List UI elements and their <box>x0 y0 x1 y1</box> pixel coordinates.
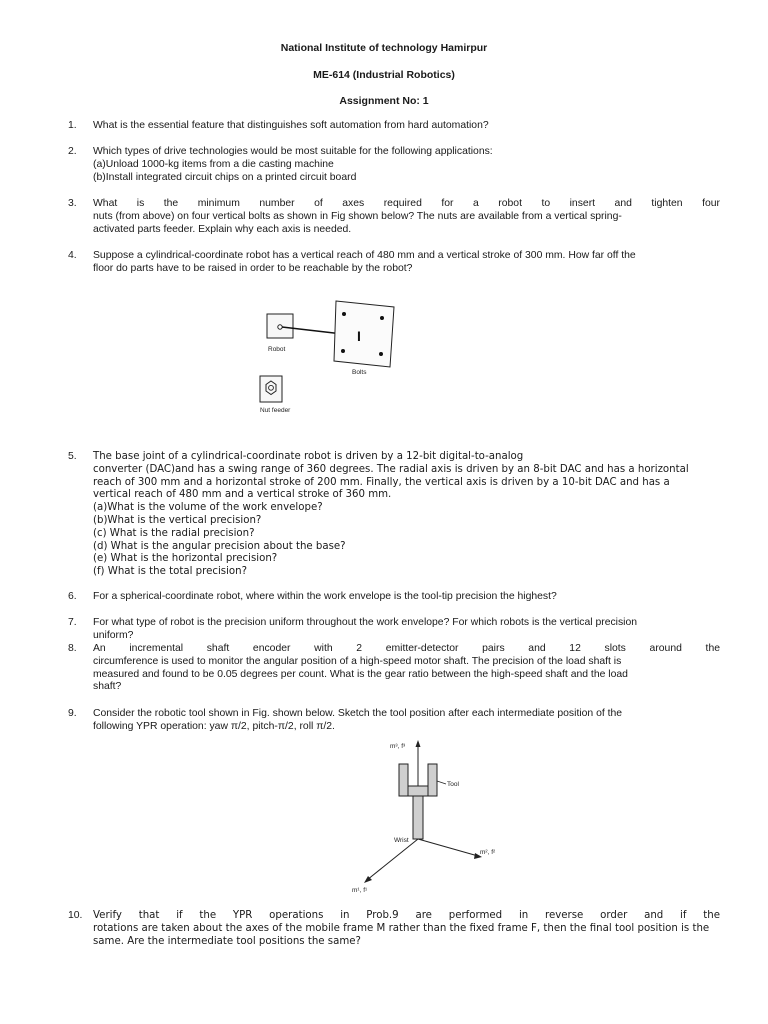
question-number: 1. <box>68 120 77 131</box>
question-text: Suppose a cylindrical-coordinate robot has a vertical reach of 480 mm and a vertical stroke of 300 mm. How far off the <box>93 250 636 261</box>
arm-mark: I <box>357 328 361 344</box>
question-text: (c) What is the radial precision? <box>93 527 255 539</box>
question-7 <box>68 617 720 643</box>
question-text: Which types of drive technologies would be most suitable for the following applications: <box>93 146 493 157</box>
question-text: What is the minimum number of axes required for a robot to insert and tighten four <box>93 198 720 209</box>
question-text: shaft? <box>93 681 122 693</box>
question-number: 8. <box>68 643 77 654</box>
question-number: 3. <box>68 198 77 209</box>
question-number: 4. <box>68 250 77 261</box>
question-9 <box>68 708 720 734</box>
axis-right-label: m², f² <box>480 849 496 856</box>
axis-down-label: m¹, f¹ <box>352 887 368 894</box>
question-text: nuts (from above) on four vertical bolts as shown in Fig shown below? The nuts are available from a vertical spring- <box>93 210 622 222</box>
question-text: (b)Install integrated circuit chips on a printed circuit board <box>93 171 357 183</box>
question-text: (b)What is the vertical precision? <box>93 514 262 526</box>
question-number: 2. <box>68 146 77 157</box>
nut-feeder-label: Nut feeder <box>260 407 291 414</box>
question-4 <box>68 250 720 276</box>
question-text: Consider the robotic tool shown in Fig. shown below. Sketch the tool position after each intermediate position of the <box>93 708 623 719</box>
course-title: ME-614 (Industrial Robotics) <box>313 69 455 81</box>
question-text: measured and found to be 0.05 degrees per count. What is the gear ratio between the high-speed shaft and the load <box>93 668 628 680</box>
robot-label: Robot <box>268 346 286 353</box>
question-3 <box>68 198 720 236</box>
question-6 <box>68 591 720 604</box>
question-text: activated parts feeder. Explain why each axis is needed. <box>93 223 352 235</box>
wrist-label: Wrist <box>394 837 409 844</box>
question-text: following YPR operation: yaw π/2, pitch-π/2, roll π/2. <box>93 720 335 732</box>
question-text: converter (DAC)and has a swing range of 360 degrees. The radial axis is driven by an 8-bit DAC and has a horizontal <box>93 463 689 475</box>
question-number: 5. <box>68 451 77 462</box>
question-text: rotations are taken about the axes of the mobile frame M rather than the fixed frame F, then the final tool position is the <box>93 922 710 934</box>
tool-label: Tool <box>447 781 459 788</box>
question-text: uniform? <box>93 629 134 641</box>
question-text: (d) What is the angular precision about the base? <box>93 540 346 552</box>
axis-up-label: m³, f³ <box>390 743 406 750</box>
institute-title: National Institute of technology Hamirpur <box>280 42 488 54</box>
question-text: (f) What is the total precision? <box>93 566 248 578</box>
figure-robot-bolts <box>256 296 442 422</box>
question-text: (e) What is the horizontal precision? <box>93 553 278 565</box>
question-text: For a spherical-coordinate robot, where within the work envelope is the tool-tip precision the highest? <box>93 591 557 602</box>
question-text: same. Are the intermediate tool positions the same? <box>93 935 361 947</box>
bolts-label: Bolts <box>352 369 367 376</box>
question-1 <box>68 120 720 133</box>
question-text: An incremental shaft encoder with 2 emitter-detector pairs and 12 slots around the <box>93 643 720 654</box>
question-number: 7. <box>68 617 77 628</box>
question-text: (a)Unload 1000-kg items from a die casting machine <box>93 158 334 170</box>
question-10 <box>68 910 720 948</box>
question-text: Verify that if the YPR operations in Prob.9 are performed in reverse order and if the <box>93 910 720 921</box>
question-5 <box>68 451 720 579</box>
question-number: 10. <box>68 910 83 921</box>
assignment-title: Assignment No: 1 <box>339 95 429 107</box>
question-text: floor do parts have to be raised in order to be reachable by the robot? <box>93 262 413 274</box>
question-number: 6. <box>68 591 77 602</box>
question-text: reach of 300 mm and a horizontal stroke of 200 mm. Finally, the vertical axis is driven by a 10-bit DAC and has a <box>93 476 670 488</box>
question-text: vertical reach of 480 mm and a vertical stroke of 360 mm. <box>93 489 392 501</box>
question-text: (a)What is the volume of the work envelope? <box>93 502 323 514</box>
question-text: For what type of robot is the precision uniform throughout the work envelope? For which robots is the vertical precision <box>93 617 638 628</box>
figure-robotic-tool <box>330 734 506 898</box>
question-2 <box>68 146 720 184</box>
question-number: 9. <box>68 708 77 719</box>
question-text: What is the essential feature that distinguishes soft automation from hard automation? <box>93 120 489 131</box>
question-text: The base joint of a cylindrical-coordinate robot is driven by a 12-bit digital-to-analog <box>93 451 524 462</box>
question-text: circumference is used to monitor the angular position of a high-speed motor shaft. The precision of the load shaft is <box>93 655 622 667</box>
question-8 <box>68 643 720 694</box>
